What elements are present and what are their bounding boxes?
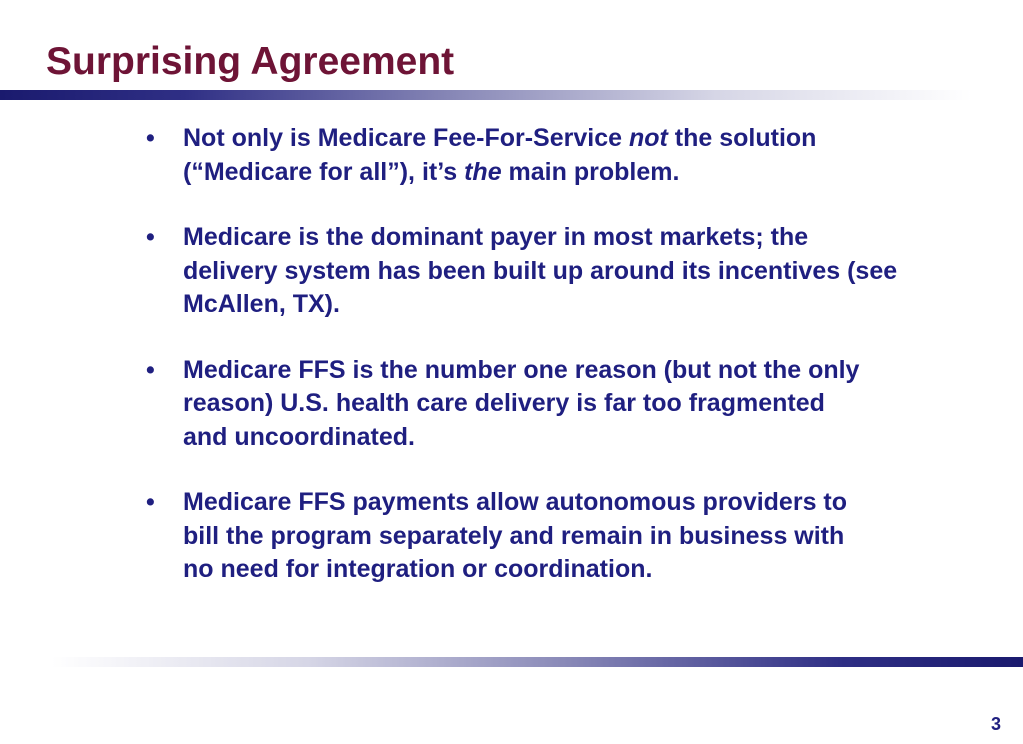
bullet-item — [146, 486, 873, 587]
page-number: 3 — [990, 714, 1001, 734]
bullet-text: the solution (“Medicare for all”), it’s — [183, 124, 817, 186]
bullet-marker: • — [146, 355, 155, 384]
bullet-item — [146, 122, 873, 189]
bullet-text: Medicare FFS is the number one reason (but not the only reason) U.S. health care delivery is far too fragmented and uncoordinated. — [183, 355, 860, 451]
bullet-emphasis: the — [464, 157, 502, 186]
bullet-item — [146, 221, 903, 322]
footer-divider — [0, 657, 1023, 667]
bullet-text: Medicare is the dominant payer in most markets; the delivery system has been built up around its incentives (see McAllen, TX). — [183, 223, 898, 318]
bullet-emphasis: not — [628, 124, 668, 152]
title-divider — [0, 90, 1023, 100]
bullet-item — [146, 354, 873, 455]
bullet-marker: • — [146, 124, 155, 152]
bullet-text: Medicare FFS payments allow autonomous providers to bill the program separately and remain in business with no need for integration or coordination. — [183, 488, 848, 583]
bullet-text: main problem. — [501, 157, 680, 186]
bullet-marker: • — [146, 223, 155, 251]
bullet-text: Not only is Medicare Fee-For-Service — [183, 124, 629, 152]
bullet-list — [146, 122, 898, 619]
bullet-marker: • — [146, 488, 155, 516]
slide-title: Surprising Agreement — [46, 40, 455, 83]
